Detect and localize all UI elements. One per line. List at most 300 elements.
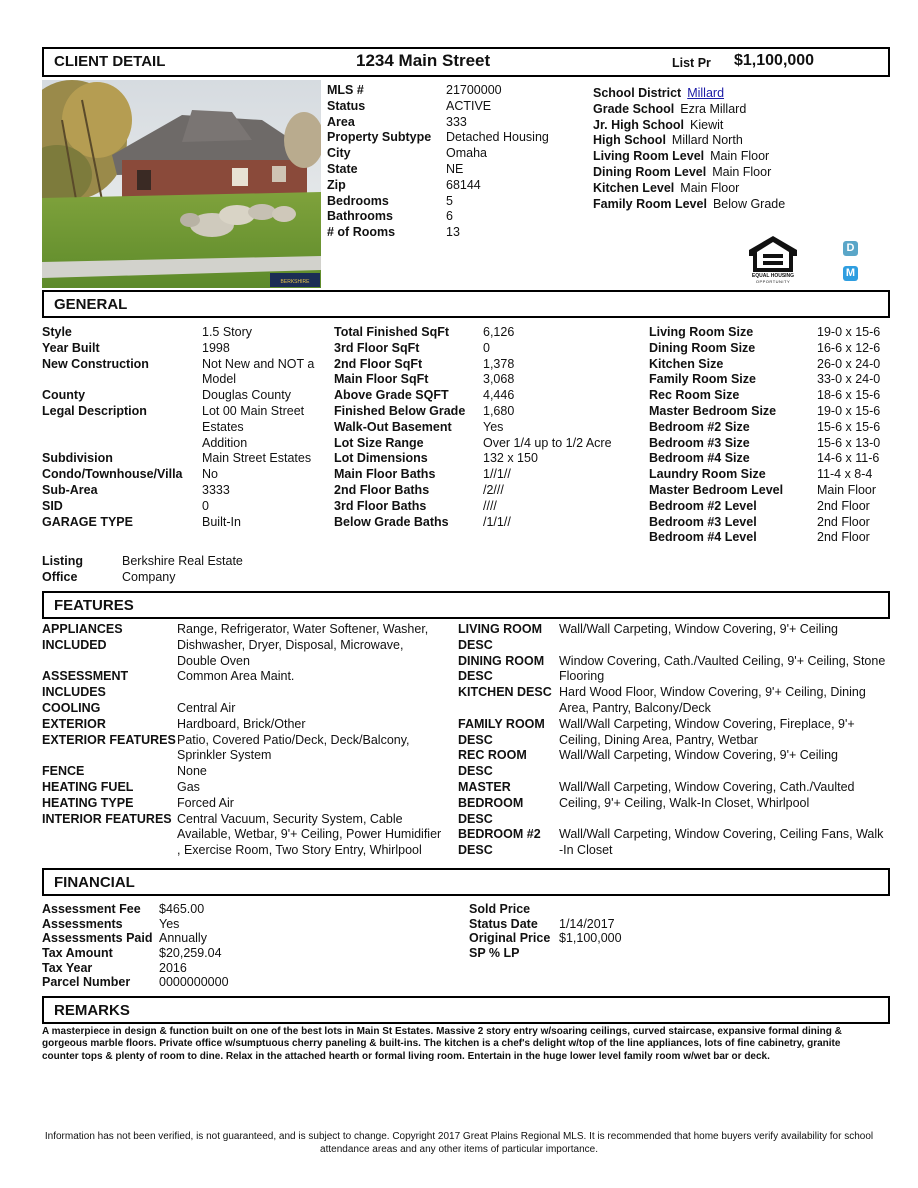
field-label: Master Bedroom Level <box>649 482 784 497</box>
field-label: DESC <box>458 811 493 826</box>
financial-row <box>42 931 229 946</box>
field-value: Wall/Wall Carpeting, Window Covering, Fireplace, 9'+ <box>559 716 855 731</box>
field-label <box>42 436 202 452</box>
school-info-row <box>593 133 785 149</box>
field-value: Lot 00 Main Street <box>202 403 305 418</box>
field-label: Tax Amount <box>42 946 113 961</box>
field-value: 2016 <box>159 960 187 975</box>
financial-row <box>469 931 622 946</box>
feature-row <box>458 685 888 701</box>
school-info-list <box>593 86 785 212</box>
field-label: FAMILY ROOM <box>458 716 545 731</box>
listing-office-value-2: Company <box>122 570 176 584</box>
field-value: Flooring <box>559 669 605 684</box>
field-label: Kitchen Level <box>593 180 675 195</box>
field-value: Annually <box>159 931 207 946</box>
property-photo <box>42 80 321 288</box>
feature-row <box>458 638 888 654</box>
general-row <box>649 451 880 467</box>
general-row <box>334 467 612 483</box>
field-value: Wall/Wall Carpeting, Window Covering, 9'+ Ceiling <box>559 622 838 636</box>
general-section-title: GENERAL <box>54 296 128 313</box>
field-label: DESC <box>458 843 493 858</box>
field-value: 1,680 <box>483 403 515 418</box>
field-value: Gas <box>177 779 200 794</box>
list-price-value: $1,100,000 <box>734 52 815 69</box>
field-label: High School <box>593 133 666 148</box>
field-label: Area <box>327 114 355 129</box>
field-label: City <box>327 146 351 161</box>
field-label: Sub-Area <box>42 482 98 497</box>
feature-row <box>42 780 452 796</box>
field-label: 2nd Floor Baths <box>334 482 430 497</box>
field-value: /1/1// <box>483 514 511 529</box>
general-row <box>42 451 314 467</box>
field-label: Master Bedroom Size <box>649 403 777 418</box>
field-label: GARAGE TYPE <box>42 514 133 529</box>
field-value: 2nd Floor <box>817 514 870 529</box>
field-label: Family Room Level <box>593 196 707 211</box>
field-label: BEDROOM <box>458 795 524 810</box>
top-info-row <box>327 209 549 225</box>
field-value: $20,259.04 <box>159 946 222 961</box>
general-row <box>649 404 880 420</box>
field-value: Hardboard, Brick/Other <box>177 716 306 731</box>
field-value: Dishwasher, Dryer, Disposal, Microwave, <box>177 637 404 652</box>
feature-row <box>42 764 452 780</box>
field-label: Family Room Size <box>649 372 756 387</box>
list-price-label: List Pr <box>672 56 711 70</box>
field-value: No <box>202 467 218 482</box>
top-info-row <box>327 178 549 194</box>
field-value: 26-0 x 24-0 <box>817 356 881 371</box>
field-label: Living Room Level <box>593 149 705 164</box>
feature-row <box>42 733 452 749</box>
field-label <box>42 372 202 388</box>
financial-row <box>469 902 622 917</box>
field-label <box>42 420 202 436</box>
field-label: SP % LP <box>469 946 520 961</box>
field-label: EXTERIOR <box>42 716 106 731</box>
general-row <box>334 515 612 531</box>
field-label: Bedroom #2 Size <box>649 419 750 434</box>
field-label: # of Rooms <box>327 225 396 240</box>
field-label: EXTERIOR FEATURES <box>42 732 176 747</box>
listing-office-label-2: Office <box>42 570 78 584</box>
disclaimer-footer: Information has not been verified, is not guaranteed, and is subject to change. Copyright 2017 Great Plains Regional MLS. It is recommended that home buyers verify availability for school attendance areas and any other items of particular importance. <box>44 1131 874 1155</box>
field-value: Available, Wetbar, 9'+ Ceiling, Power Humidifier <box>177 827 442 842</box>
feature-row <box>458 748 888 764</box>
feature-row <box>458 764 888 780</box>
field-label: DINING ROOM <box>458 653 545 668</box>
general-row <box>649 515 880 531</box>
field-value: Ceiling, Dining Area, Pantry, Wetbar <box>559 732 758 747</box>
feature-row <box>458 622 888 638</box>
top-info-list <box>327 83 549 241</box>
financial-row <box>469 946 622 961</box>
feature-row <box>458 812 888 828</box>
field-label: Year Built <box>42 340 100 355</box>
d-badge-icon[interactable] <box>843 241 858 256</box>
field-value: Wall/Wall Carpeting, Window Covering, Cath./Vaulted <box>559 779 855 794</box>
top-info-row <box>327 99 549 115</box>
field-label <box>458 701 559 717</box>
general-row <box>42 404 314 420</box>
field-label: Status <box>327 98 366 113</box>
field-value: Wall/Wall Carpeting, Window Covering, Ceiling Fans, Walk <box>559 827 884 842</box>
field-value: Addition <box>202 435 248 450</box>
field-value: 2nd Floor <box>817 530 870 545</box>
field-label: MASTER <box>458 779 511 794</box>
field-label: Zip <box>327 177 346 192</box>
general-row <box>42 341 314 357</box>
field-value: 4,446 <box>483 388 515 403</box>
field-value: , Exercise Room, Two Story Entry, Whirlpool <box>177 843 422 858</box>
field-value: //// <box>483 498 497 513</box>
field-label: 3rd Floor SqFt <box>334 340 420 355</box>
field-value: 19-0 x 15-6 <box>817 403 881 418</box>
field-value: 18-6 x 15-6 <box>817 388 881 403</box>
financial-row <box>42 975 229 990</box>
field-label: Dining Room Size <box>649 340 756 355</box>
general-column-2 <box>334 325 612 530</box>
feature-row <box>458 796 888 812</box>
field-value: Kiewit <box>690 117 724 132</box>
feature-row <box>458 654 888 670</box>
field-value: 6 <box>446 209 453 224</box>
school-info-row <box>593 102 785 118</box>
field-label: Jr. High School <box>593 117 684 132</box>
field-value: 1,378 <box>483 356 515 371</box>
field-value: 19-0 x 15-6 <box>817 325 881 339</box>
field-value: NE <box>446 161 464 176</box>
field-value: 15-6 x 15-6 <box>817 419 881 434</box>
field-value: Yes <box>483 419 504 434</box>
field-value: Douglas County <box>202 388 291 403</box>
field-value: Detached Housing <box>446 130 549 145</box>
general-row <box>649 388 880 404</box>
feature-row <box>42 701 452 717</box>
field-label: DESC <box>458 764 493 779</box>
feature-row <box>458 669 888 685</box>
general-row <box>42 372 314 388</box>
field-label: LIVING ROOM <box>458 622 543 636</box>
school-info-row <box>593 181 785 197</box>
general-row <box>334 372 612 388</box>
top-info-row <box>327 194 549 210</box>
field-label: HEATING FUEL <box>42 779 134 794</box>
financial-row <box>469 917 622 932</box>
general-row <box>42 325 314 341</box>
general-row <box>334 483 612 499</box>
general-row <box>649 372 880 388</box>
field-value: 6,126 <box>483 325 515 339</box>
field-label: Status Date <box>469 916 538 931</box>
top-info-row <box>327 146 549 162</box>
field-value: 2nd Floor <box>817 498 870 513</box>
general-row <box>334 436 612 452</box>
financial-row <box>42 917 229 932</box>
field-value: Main Floor <box>710 149 770 164</box>
field-label: Assessments <box>42 916 123 931</box>
field-value: Ezra Millard <box>680 101 747 116</box>
field-value: 0000000000 <box>159 975 229 990</box>
field-value: Yes <box>159 916 180 931</box>
field-label: Living Room Size <box>649 325 754 339</box>
financial-left-column <box>42 902 229 990</box>
field-value: Sprinkler System <box>177 748 272 763</box>
field-value: 13 <box>446 225 460 240</box>
field-value: 33-0 x 24-0 <box>817 372 881 387</box>
financial-row <box>42 902 229 917</box>
field-label: DESC <box>458 732 493 747</box>
field-value: Main Street Estates <box>202 451 312 466</box>
client-detail-header <box>42 47 890 77</box>
field-value: Estates <box>202 419 244 434</box>
field-value: Ceiling, 9'+ Ceiling, Walk-In Closet, Whirlpool <box>559 795 810 810</box>
general-column-1 <box>42 325 314 530</box>
field-value: Below Grade <box>712 196 786 211</box>
general-row <box>334 325 612 341</box>
field-label: Main Floor Baths <box>334 467 436 482</box>
field-value: Double Oven <box>177 653 250 668</box>
field-value: Wall/Wall Carpeting, Window Covering, 9'+ Ceiling <box>559 748 838 763</box>
feature-row <box>42 638 452 654</box>
field-value: 5 <box>446 193 453 208</box>
field-value: 3333 <box>202 482 230 497</box>
field-label: REC ROOM <box>458 748 527 763</box>
field-value: 11-4 x 8-4 <box>817 467 873 482</box>
m-badge-icon[interactable] <box>843 266 858 281</box>
field-label: Rec Room Size <box>649 388 740 403</box>
general-row <box>334 451 612 467</box>
equal-housing-text-1: EQUAL HOUSING <box>751 273 795 279</box>
field-label: INTERIOR FEATURES <box>42 811 172 826</box>
field-value: Omaha <box>446 146 487 161</box>
school-info-row <box>593 165 785 181</box>
field-label: Finished Below Grade <box>334 403 466 418</box>
field-value: 16-6 x 12-6 <box>817 340 881 355</box>
top-info-row <box>327 162 549 178</box>
top-info-row <box>327 83 549 99</box>
equal-housing-logo <box>745 234 801 286</box>
field-value: $465.00 <box>159 902 205 916</box>
field-label: Bedrooms <box>327 193 389 208</box>
field-value: Millard North <box>671 133 743 148</box>
feature-row <box>42 812 452 828</box>
client-detail-label: CLIENT DETAIL <box>54 53 166 70</box>
feature-row <box>458 701 888 717</box>
field-value: 333 <box>446 114 467 129</box>
school-info-row <box>593 197 785 213</box>
field-label: Above Grade SQFT <box>334 388 449 403</box>
field-label: Lot Dimensions <box>334 451 428 466</box>
field-value: Common Area Maint. <box>177 669 295 684</box>
field-label: 2nd Floor SqFt <box>334 356 423 371</box>
house-image <box>42 80 321 288</box>
general-row <box>42 436 314 452</box>
field-label: COOLING <box>42 700 101 715</box>
field-value: Main Floor <box>712 164 772 179</box>
feature-row <box>458 780 888 796</box>
photo-watermark: BERKSHIRE <box>280 279 310 285</box>
field-label <box>42 843 177 859</box>
financial-row <box>42 961 229 976</box>
feature-row <box>458 733 888 749</box>
remarks-section-title: REMARKS <box>54 1002 130 1019</box>
field-label: New Construction <box>42 356 149 371</box>
field-label: Subdivision <box>42 451 113 466</box>
feature-row <box>42 827 452 843</box>
school-district-link[interactable]: Millard <box>687 86 725 100</box>
field-label: School District <box>593 86 682 100</box>
feature-row <box>42 717 452 733</box>
field-label: Legal Description <box>42 403 147 418</box>
field-label: Condo/Townhouse/Villa <box>42 467 183 482</box>
financial-right-column <box>469 902 622 961</box>
general-row <box>334 420 612 436</box>
general-column-3 <box>649 325 880 546</box>
field-value: None <box>177 764 207 779</box>
field-label: Dining Room Level <box>593 164 707 179</box>
field-label: KITCHEN DESC <box>458 685 552 700</box>
field-label: State <box>327 161 358 176</box>
field-value: 1/14/2017 <box>559 916 615 931</box>
field-value: 15-6 x 13-0 <box>817 435 881 450</box>
field-label: DESC <box>458 637 493 652</box>
field-value: $1,100,000 <box>559 931 622 946</box>
field-label: Bedroom #4 Level <box>649 530 757 545</box>
field-label: Main Floor SqFt <box>334 372 429 387</box>
field-label: Laundry Room Size <box>649 467 766 482</box>
field-label: INCLUDES <box>42 685 106 700</box>
general-row <box>42 420 314 436</box>
field-value: 1.5 Story <box>202 325 253 339</box>
field-value: 0 <box>202 498 209 513</box>
field-label: Parcel Number <box>42 975 131 990</box>
field-value: 21700000 <box>446 83 502 97</box>
remarks-text: A masterpiece in design & function built on one of the best lots in Main St Estates. Massive 2 story entry w/soaring ceilings, curved staircase, expansive formal dining & gorgeous marble floors. Private office w/sumptuous cherry paneling & built-ins. The kitchen is a chef's delight w/top of the line appliances, lots of fine cabinetry, granite counter tops & plenty of room to dine. Relax in the attached hearth or formal living room. Entertain in the huge lower level family room w/wet bar or deck. <box>42 1026 842 1062</box>
school-info-row <box>593 149 785 165</box>
field-label: Bedroom #3 Size <box>649 435 750 450</box>
field-label: Bedroom #2 Level <box>649 498 757 513</box>
field-label: Sold Price <box>469 902 531 916</box>
field-label: HEATING TYPE <box>42 795 134 810</box>
field-label: Below Grade Baths <box>334 514 449 529</box>
field-label: Bedroom #3 Level <box>649 514 757 529</box>
feature-row <box>42 843 452 859</box>
general-row <box>42 388 314 404</box>
field-label: Total Finished SqFt <box>334 325 450 339</box>
general-row <box>649 499 880 515</box>
field-label: Lot Size Range <box>334 435 424 450</box>
features-left-column <box>42 622 452 862</box>
field-value: Main Floor <box>817 482 877 497</box>
field-value: Not New and NOT a <box>202 356 315 371</box>
field-label <box>42 748 177 764</box>
top-info-row <box>327 130 549 146</box>
general-row <box>649 436 880 452</box>
feature-row <box>42 796 452 812</box>
field-label: SID <box>42 498 63 513</box>
d-badge-label: D <box>846 242 855 254</box>
feature-row <box>42 654 452 670</box>
general-row <box>334 499 612 515</box>
school-info-row <box>593 118 785 134</box>
field-label: Assessment Fee <box>42 902 141 916</box>
field-value: 3,068 <box>483 372 515 387</box>
field-value: Central Air <box>177 700 236 715</box>
general-row <box>42 467 314 483</box>
field-label: Tax Year <box>42 960 93 975</box>
field-label: ASSESSMENT <box>42 669 129 684</box>
feature-row <box>458 827 888 843</box>
field-label: Bathrooms <box>327 209 393 224</box>
general-row <box>334 404 612 420</box>
field-label: Bedroom #4 Size <box>649 451 750 466</box>
general-row <box>42 483 314 499</box>
top-info-row <box>327 115 549 131</box>
general-row <box>649 530 880 546</box>
general-row <box>649 341 880 357</box>
field-value: ACTIVE <box>446 98 492 113</box>
general-row <box>42 499 314 515</box>
general-row <box>649 357 880 373</box>
equal-housing-text-2: OPPORTUNITY <box>755 279 791 284</box>
general-row <box>334 357 612 373</box>
features-section-header <box>42 591 890 619</box>
financial-section-title: FINANCIAL <box>54 874 135 891</box>
feature-row <box>42 748 452 764</box>
property-address: 1234 Main Street <box>356 51 491 70</box>
field-value: 0 <box>483 340 490 355</box>
remarks-section-header <box>42 996 890 1024</box>
field-label: FENCE <box>42 764 85 779</box>
field-value: Patio, Covered Patio/Deck, Deck/Balcony, <box>177 732 410 747</box>
general-row <box>42 515 314 531</box>
general-row <box>649 483 880 499</box>
listing-office-label-1: Listing <box>42 554 83 568</box>
general-row <box>649 420 880 436</box>
field-value: Range, Refrigerator, Water Softener, Washer, <box>177 622 429 636</box>
field-value: Area, Pantry, Balcony/Deck <box>559 700 711 715</box>
general-row <box>334 341 612 357</box>
listing-office-value-1: Berkshire Real Estate <box>122 554 243 568</box>
field-label: County <box>42 388 86 403</box>
field-label: 3rd Floor Baths <box>334 498 427 513</box>
top-info-row <box>327 225 549 241</box>
features-right-column <box>458 622 888 862</box>
school-info-row <box>593 86 785 102</box>
field-label: Assessments Paid <box>42 931 153 946</box>
field-value: Model <box>202 372 237 387</box>
field-label: Kitchen Size <box>649 356 724 371</box>
field-label <box>42 827 177 843</box>
field-value: Forced Air <box>177 795 234 810</box>
field-label: Grade School <box>593 101 675 116</box>
financial-section-header <box>42 868 890 896</box>
financial-row <box>42 946 229 961</box>
field-value: 132 x 150 <box>483 451 538 466</box>
field-value: /2/// <box>483 482 504 497</box>
field-label: APPLIANCES <box>42 622 123 636</box>
field-label: INCLUDED <box>42 637 107 652</box>
field-label: Style <box>42 325 72 339</box>
field-label: Property Subtype <box>327 130 432 145</box>
general-row <box>42 357 314 373</box>
field-label: DESC <box>458 669 493 684</box>
field-value: 14-6 x 11-6 <box>817 451 880 466</box>
